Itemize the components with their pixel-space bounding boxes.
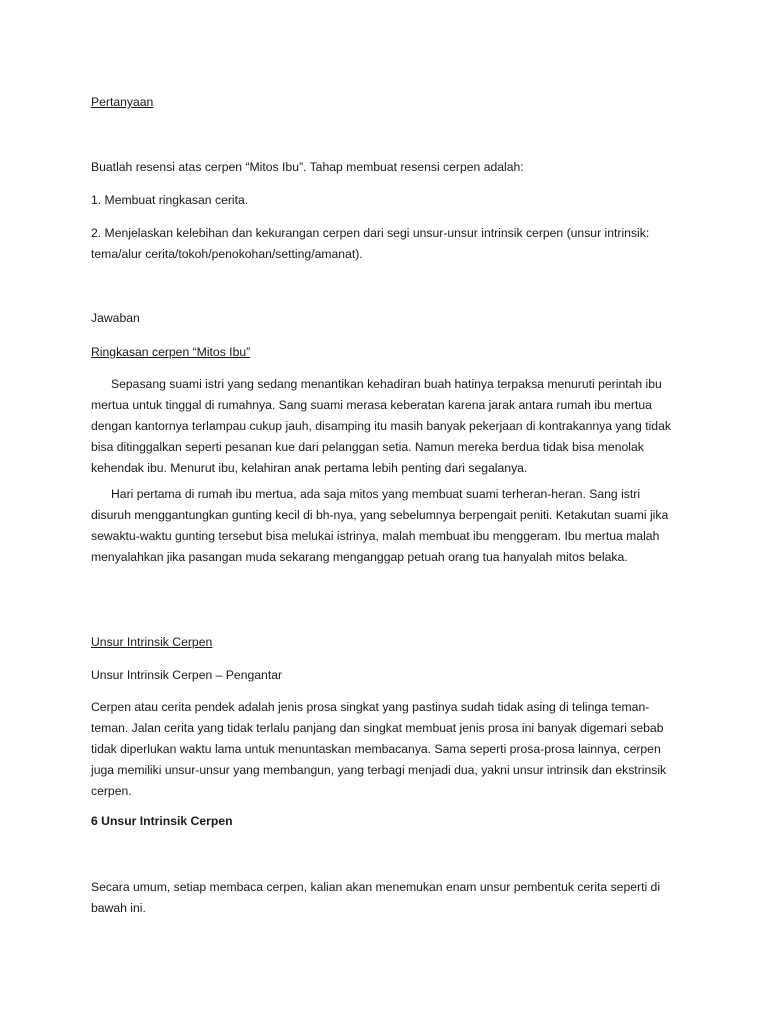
intrinsic-subheading: Unsur Intrinsik Cerpen – Pengantar — [91, 668, 283, 682]
summary-heading: Ringkasan cerpen “Mitos Ibu” — [91, 345, 251, 359]
instruction-text: Buatlah resensi atas cerpen “Mitos Ibu”. Tahap membuat resensi cerpen adalah: — [91, 160, 524, 174]
step-1: 1. Membuat ringkasan cerita. — [91, 193, 249, 207]
answer-label: Jawaban — [91, 311, 140, 325]
step-2: 2. Menjelaskan kelebihan dan kekurangan cerpen dari segi unsur-unsur intrinsik cerpen (unsur intrinsik: tema/alur cerita/tokoh/penokohan/setting/amanat). — [91, 226, 650, 261]
six-elements-heading: 6 Unsur Intrinsik Cerpen — [91, 814, 233, 828]
summary-paragraph-2: Hari pertama di rumah ibu mertua, ada saja mitos yang membuat suami terheran-heran. Sang istri disuruh menggantungkan gunting kecil di bh-nya, yang sebelumnya berpengait peniti. Ketakutan suami jika sewaktu-waktu gunting tersebut bisa melukai istrinya, malah membuat ibu menggeram. Ibu mertua malah menyalahkan jika pasangan muda sekarang menganggap petuah orang tua hanyalah mitos belaka. — [91, 487, 669, 564]
question-heading: Pertanyaan — [91, 95, 154, 109]
closing-paragraph: Secara umum, setiap membaca cerpen, kalian akan menemukan enam unsur pembentuk cerita seperti di bawah ini. — [91, 880, 661, 915]
intrinsic-heading: Unsur Intrinsik Cerpen — [91, 635, 213, 649]
summary-paragraph-1: Sepasang suami istri yang sedang menantikan kehadiran buah hatinya terpaksa menuruti perintah ibu mertua untuk tinggal di rumahnya. Sang suami merasa keberatan karena jarak antara rumah ibu mertua dengan kantornya terlampau cukup jauh, disamping itu masih banyak pekerjaan di kontrakannya yang tidak bisa ditinggalkan seperti pesanan kue dari pelanggan setia. Namun mereka berdua tidak bisa menolak kehendak ibu. Menurut ibu, kelahiran anak pertama lebih penting dari segalanya. — [91, 377, 671, 475]
intrinsic-paragraph: Cerpen atau cerita pendek adalah jenis prosa singkat yang pastinya sudah tidak asing di telinga teman-teman. Jalan cerita yang tidak terlalu panjang dan singkat membuat jenis prosa ini banyak digemari sebab tidak diperlukan waktu lama untuk menuntaskan membacanya. Sama seperti prosa-prosa lainnya, cerpen juga memiliki unsur-unsur yang membangun, yang terbagi menjadi dua, yakni unsur intrinsik dan ekstrinsik cerpen. — [91, 700, 667, 798]
